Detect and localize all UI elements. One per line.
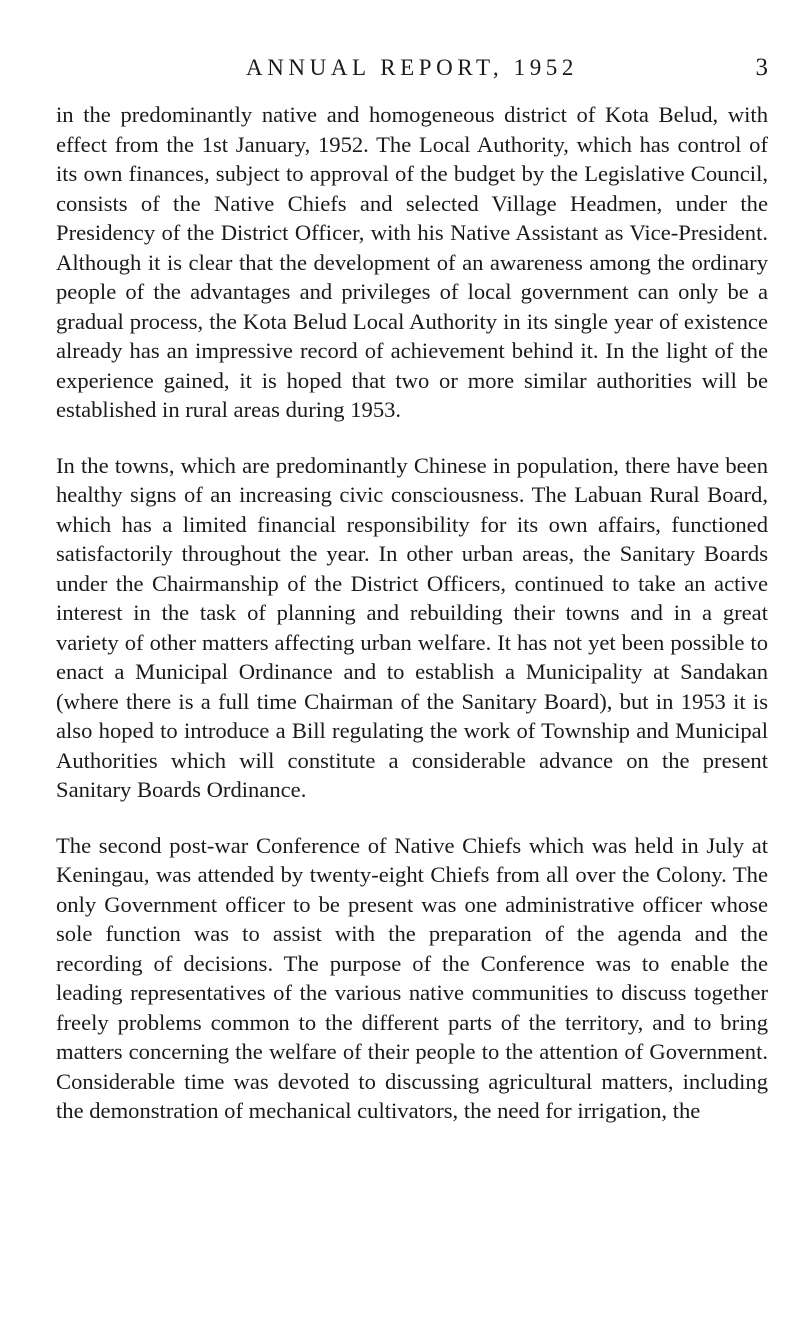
paragraph-3: The second post-war Conference of Native Chiefs which was held in July at Keningau, was attended by twenty-eight Chiefs from all over the Colony. The only Government officer to be present was one administrative officer whose sole function was to assist with the preparation of the agenda and the recording of decisions. The purpose of the Conference was to enable the leading representatives of the various native communities to discuss together freely problems common to the different parts of the territory, and to bring matters concerning the welfare of their people to the attention of Government. Considerable time was devoted to discussing agricultural matters, including the demonstration of mechanical cultivators, the need for irrigation, the: [56, 832, 768, 1123]
paragraph-2: In the towns, which are predominantly Chinese in population, there have been healthy signs of an increasing civic consciousness. The Labuan Rural Board, which has a limited financial responsibility for its own affairs, functioned satisfactorily throughout the year. In other urban areas, the Sanitary Boards under the Chairmanship of the District Officers, continued to take an active interest in the task of planning and rebuilding their towns and in a great variety of other matters affecting urban welfare. It has not yet been possible to enact a Municipal Ordinance and to establish a Municipality at Sandakan (where there is a full time Chairman of the Sanitary Board), but in 1953 it is also hoped to introduce a Bill regulating the work of Township and Municipal Authorities which will constitute a considerable advance on the present Sanitary Boards Ordinance.: [56, 452, 768, 802]
page-number: 3: [755, 54, 768, 81]
running-head: [56, 52, 768, 84]
paragraph-1: in the predominantly native and homogeneous district of Kota Belud, with effect from the 1st January, 1952. The Local Authority, which has control of its own finances, subject to approval of the budget by the Legislative Council, consists of the Native Chiefs and selected Village Headmen, under the Presidency of the District Officer, with his Native Assistant as Vice-President. Although it is clear that the development of an awareness among the ordinary people of the advantages and privileges of local government can only be a gradual process, the Kota Belud Local Authority in its single year of existence already has an impressive record of achievement behind it. In the light of the experience gained, it is hoped that two or more similar authorities will be established in rural areas during 1953.: [56, 102, 768, 422]
running-title: ANNUAL REPORT, 1952: [246, 55, 578, 80]
body-text: [56, 100, 768, 1152]
